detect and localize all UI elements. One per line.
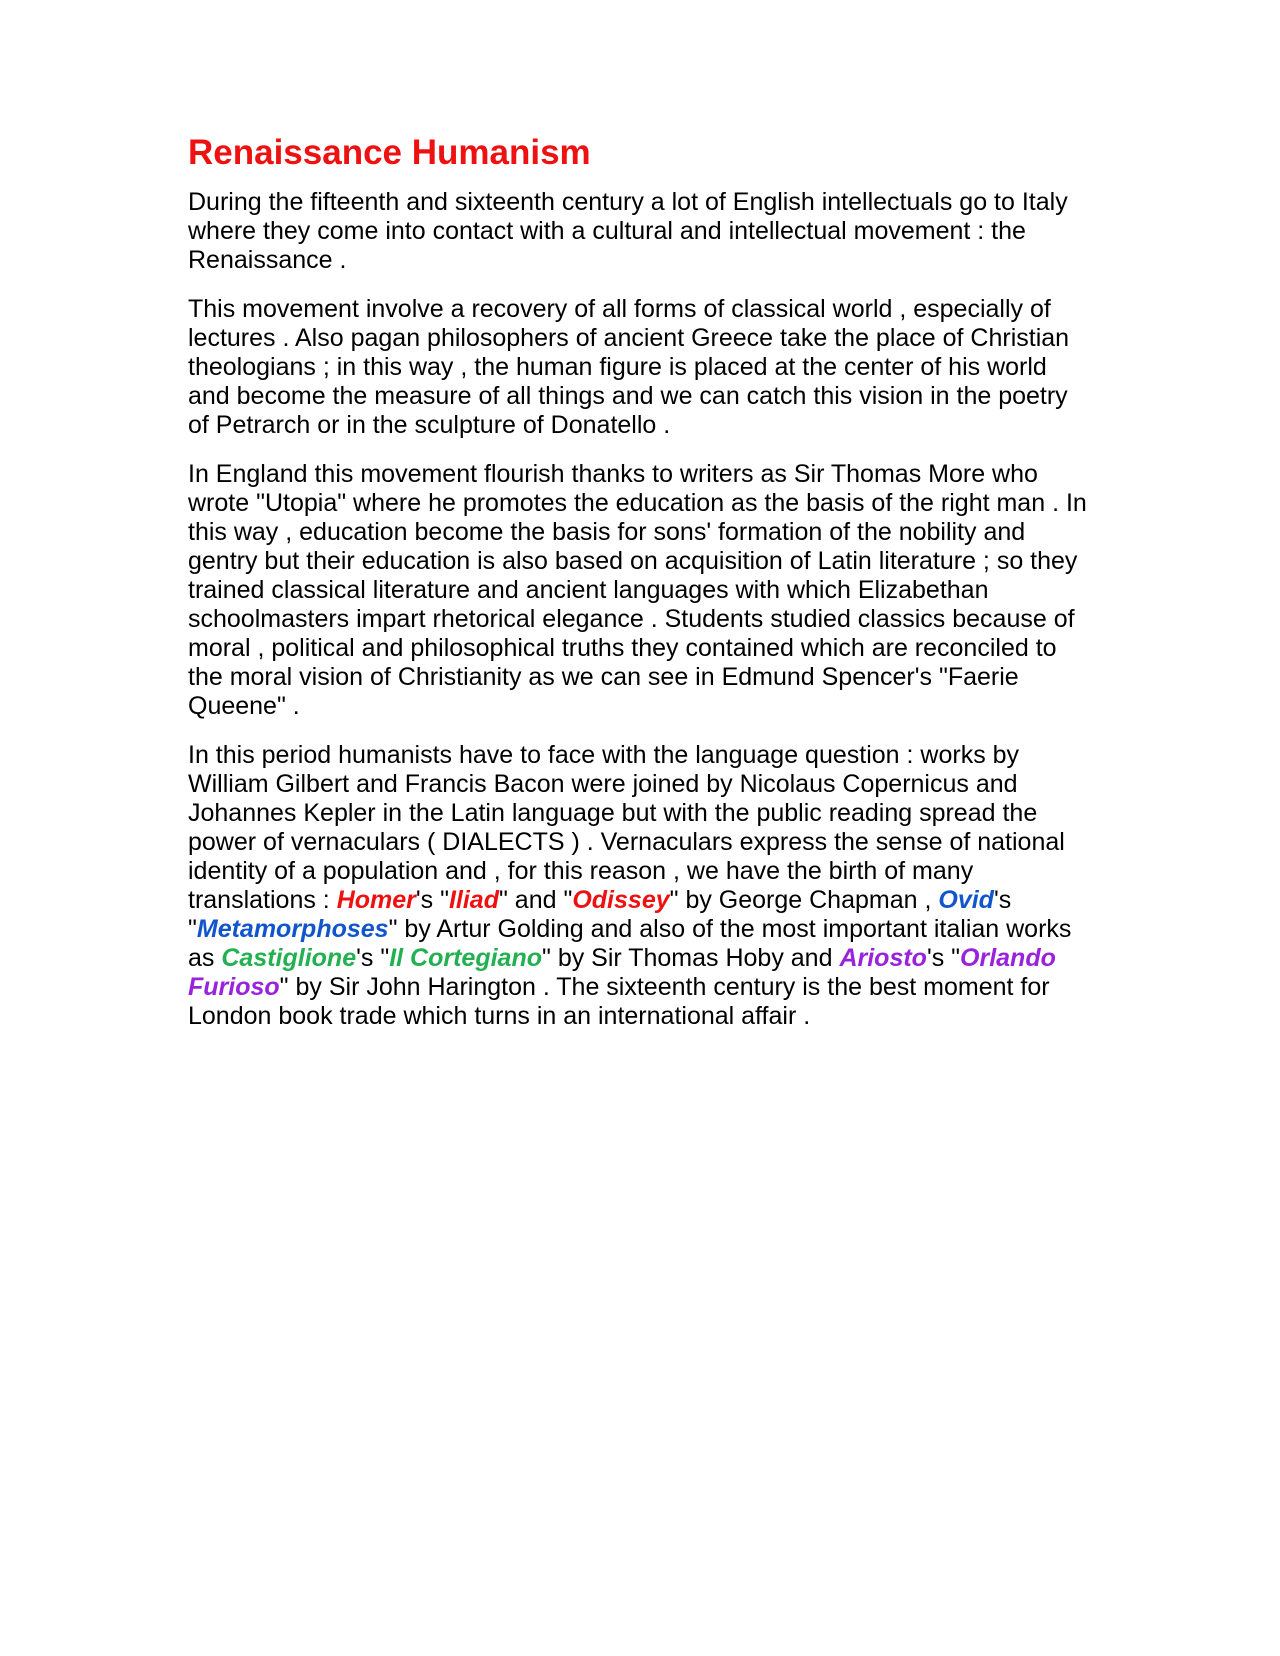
paragraph-language-question [188, 741, 1088, 1031]
highlight-il-cortegiano: Il Cortegiano [389, 944, 542, 972]
highlight-orlando-furioso: Orlando Furioso [188, 944, 1056, 1001]
highlight-iliad: Iliad [448, 886, 499, 914]
highlight-metamorphoses: Metamorphoses [196, 915, 389, 943]
text-hoby: " by Sir Thomas Hoby and [542, 944, 840, 972]
text-chapman: " by George Chapman , [669, 886, 939, 914]
highlight-castiglione: Castiglione [221, 944, 357, 972]
highlight-odissey: Odissey [572, 886, 670, 914]
text-and: " and " [498, 886, 573, 914]
text-golding: " by Artur Golding and also of the most important italian works as [188, 915, 1072, 972]
text-ovid-suffix: 's " [188, 886, 1012, 943]
highlight-ariosto: Ariosto [839, 944, 927, 972]
document-page [188, 132, 1088, 1051]
text-ariosto-suffix: 's " [926, 944, 961, 972]
text-castiglione-suffix: 's " [356, 944, 390, 972]
paragraph-movement: This movement involve a recovery of all forms of classical world , especially of lectures . Also pagan philosophers of ancient Greece take the place of Christian theologians ; in this way , the human figure is placed at the center of his world and become the measure of all things and we can catch this vision in the poetry of Petrarch or in the sculpture of Donatello . [188, 295, 1070, 439]
document-title: Renaissance Humanism [188, 133, 591, 172]
text-homer-suffix: 's " [415, 886, 449, 914]
language-question-intro: In this period humanists have to face with the language question : works by William Gilbert and Francis Bacon were joined by Nicolaus Copernicus and Johannes Kepler in the Latin language but with the public reading spread the power of vernaculars ( DIALECTS ) . Vernaculars express the sense of national identity of a population and , for this reason , we have the birth of many translations : [188, 741, 1065, 914]
highlight-ovid: Ovid [938, 886, 994, 914]
paragraph-england: In England this movement flourish thanks to writers as Sir Thomas More who wrote "Utopia" where he promotes the education as the basis of the right man . In this way , education become the basis for sons' formation of the nobility and gentry but their education is also based on acquisition of Latin literature ; so they trained classical literature and ancient languages with which Elizabethan schoolmasters impart rhetorical elegance . Students studied classics because of moral , political and philosophical truths they contained which are reconciled to the moral vision of Christianity as we can see in Edmund Spencer's "Faerie Queene" . [188, 460, 1087, 720]
paragraph-intro: During the fifteenth and sixteenth century a lot of English intellectuals go to Italy where they come into contact with a cultural and intellectual movement : the Renaissance . [188, 188, 1068, 274]
text-outro: " by Sir John Harington . The sixteenth century is the best moment for London book trade which turns in an international affair . [188, 973, 1050, 1030]
highlight-homer: Homer [336, 886, 416, 914]
